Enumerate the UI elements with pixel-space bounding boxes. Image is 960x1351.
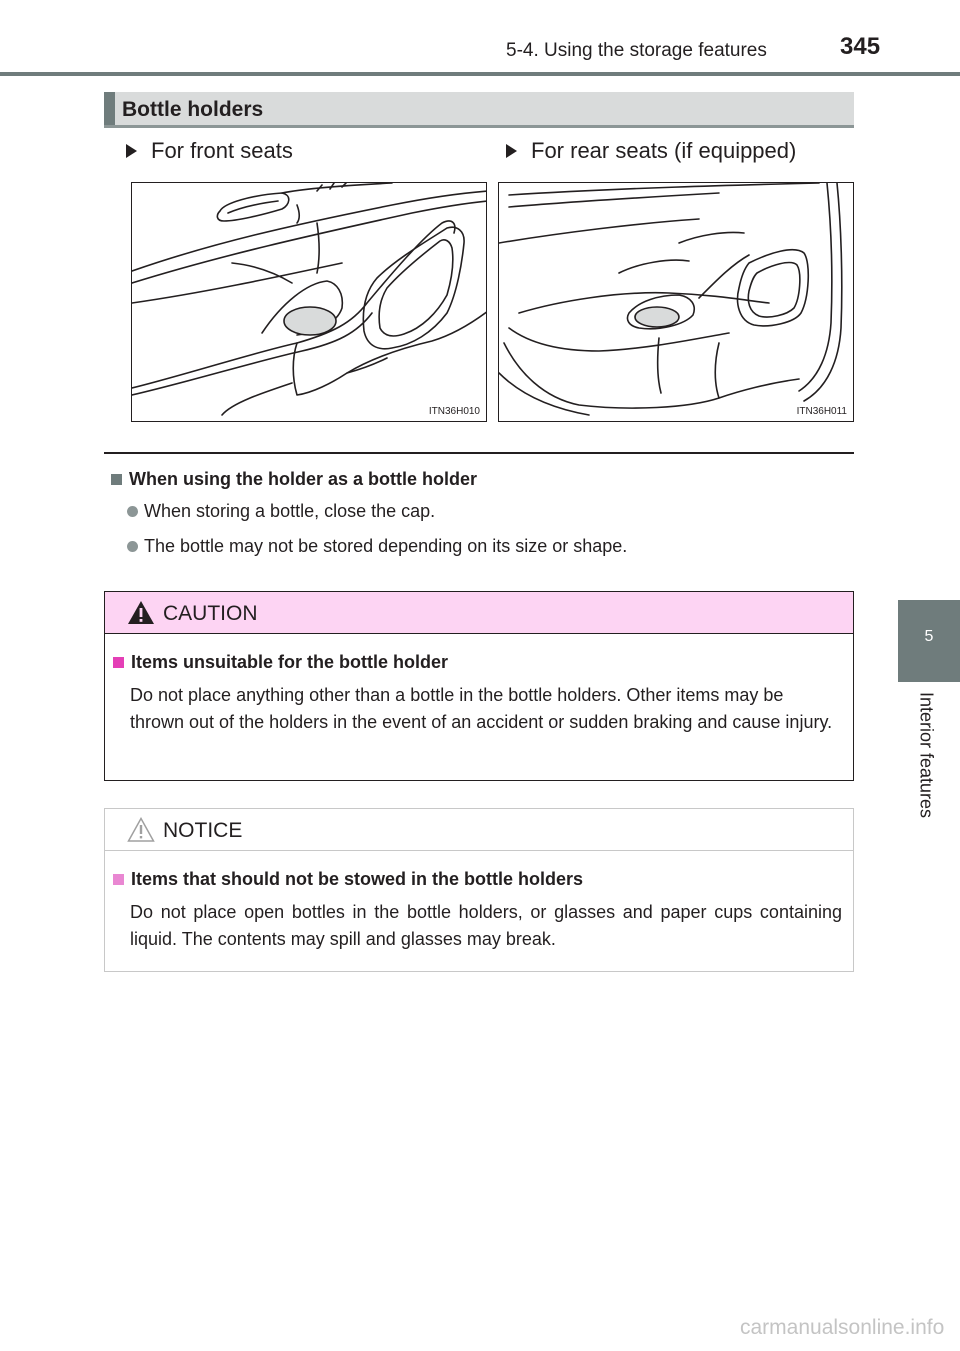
caution-heading-text: Items unsuitable for the bottle holder — [131, 652, 449, 672]
warning-triangle-outline-icon — [127, 817, 155, 842]
notice-label: NOTICE — [163, 819, 243, 842]
front-door-bottle-holder-drawing-icon — [132, 183, 487, 422]
section-divider — [104, 452, 854, 454]
triangle-bullet-icon — [126, 144, 137, 158]
section-title: Bottle holders — [122, 98, 264, 121]
round-bullet-icon — [127, 506, 138, 517]
usage-heading-text: When using the holder as a bottle holder — [129, 469, 478, 489]
chapter-number: 5 — [924, 628, 934, 645]
header-rule — [0, 72, 960, 76]
square-bullet-icon — [113, 874, 124, 885]
usage-bullet-text: When storing a bottle, close the cap. — [144, 501, 436, 521]
usage-bullet — [127, 501, 435, 522]
square-bullet-icon — [111, 474, 122, 485]
illustration-code: ITN36H011 — [796, 406, 847, 417]
watermark: carmanualsonline.info — [740, 1316, 945, 1339]
rear-seats-caption — [506, 138, 796, 164]
notice-heading — [113, 869, 583, 890]
notice-text: Do not place open bottles in the bottle holders, or glasses and paper cups containing liquid. The contents may spill and glasses may break. — [130, 902, 842, 949]
notice-box — [104, 808, 854, 972]
usage-heading — [111, 469, 477, 490]
triangle-bullet-icon — [506, 144, 517, 158]
rear-seats-caption-text: For rear seats (if equipped) — [531, 138, 797, 163]
front-seats-caption-text: For front seats — [151, 138, 293, 163]
chapter-tab — [898, 600, 960, 682]
notice-heading-text: Items that should not be stowed in the bottle holders — [131, 869, 584, 889]
chapter-label-container — [881, 692, 960, 842]
round-bullet-icon — [127, 541, 138, 552]
square-bullet-icon — [113, 657, 124, 668]
running-header-section: 5-4. Using the storage features — [506, 40, 767, 61]
rear-door-bottle-holder-drawing-icon — [499, 183, 854, 422]
chapter-label: Interior features — [916, 692, 937, 819]
section-title-bar — [104, 92, 854, 128]
usage-bullet-text: The bottle may not be stored depending on its size or shape. — [144, 536, 628, 556]
caution-header-bar — [105, 592, 853, 634]
page-number: 345 — [840, 33, 881, 60]
rear-door-illustration — [498, 182, 854, 422]
front-seats-caption — [126, 138, 293, 164]
warning-triangle-icon — [127, 600, 155, 625]
notice-header-bar — [105, 809, 853, 851]
front-door-illustration — [131, 182, 487, 422]
caution-heading — [113, 652, 448, 673]
usage-bullet — [127, 536, 627, 557]
caution-box — [104, 591, 854, 781]
illustration-code: ITN36H010 — [428, 406, 480, 417]
section-accent — [104, 92, 115, 125]
caution-text: Do not place anything other than a bottle in the bottle holders. Other items may be thrown out of the holders in the event of an accident or sudden braking and cause injury. — [130, 685, 833, 732]
caution-label: CAUTION — [163, 602, 258, 625]
